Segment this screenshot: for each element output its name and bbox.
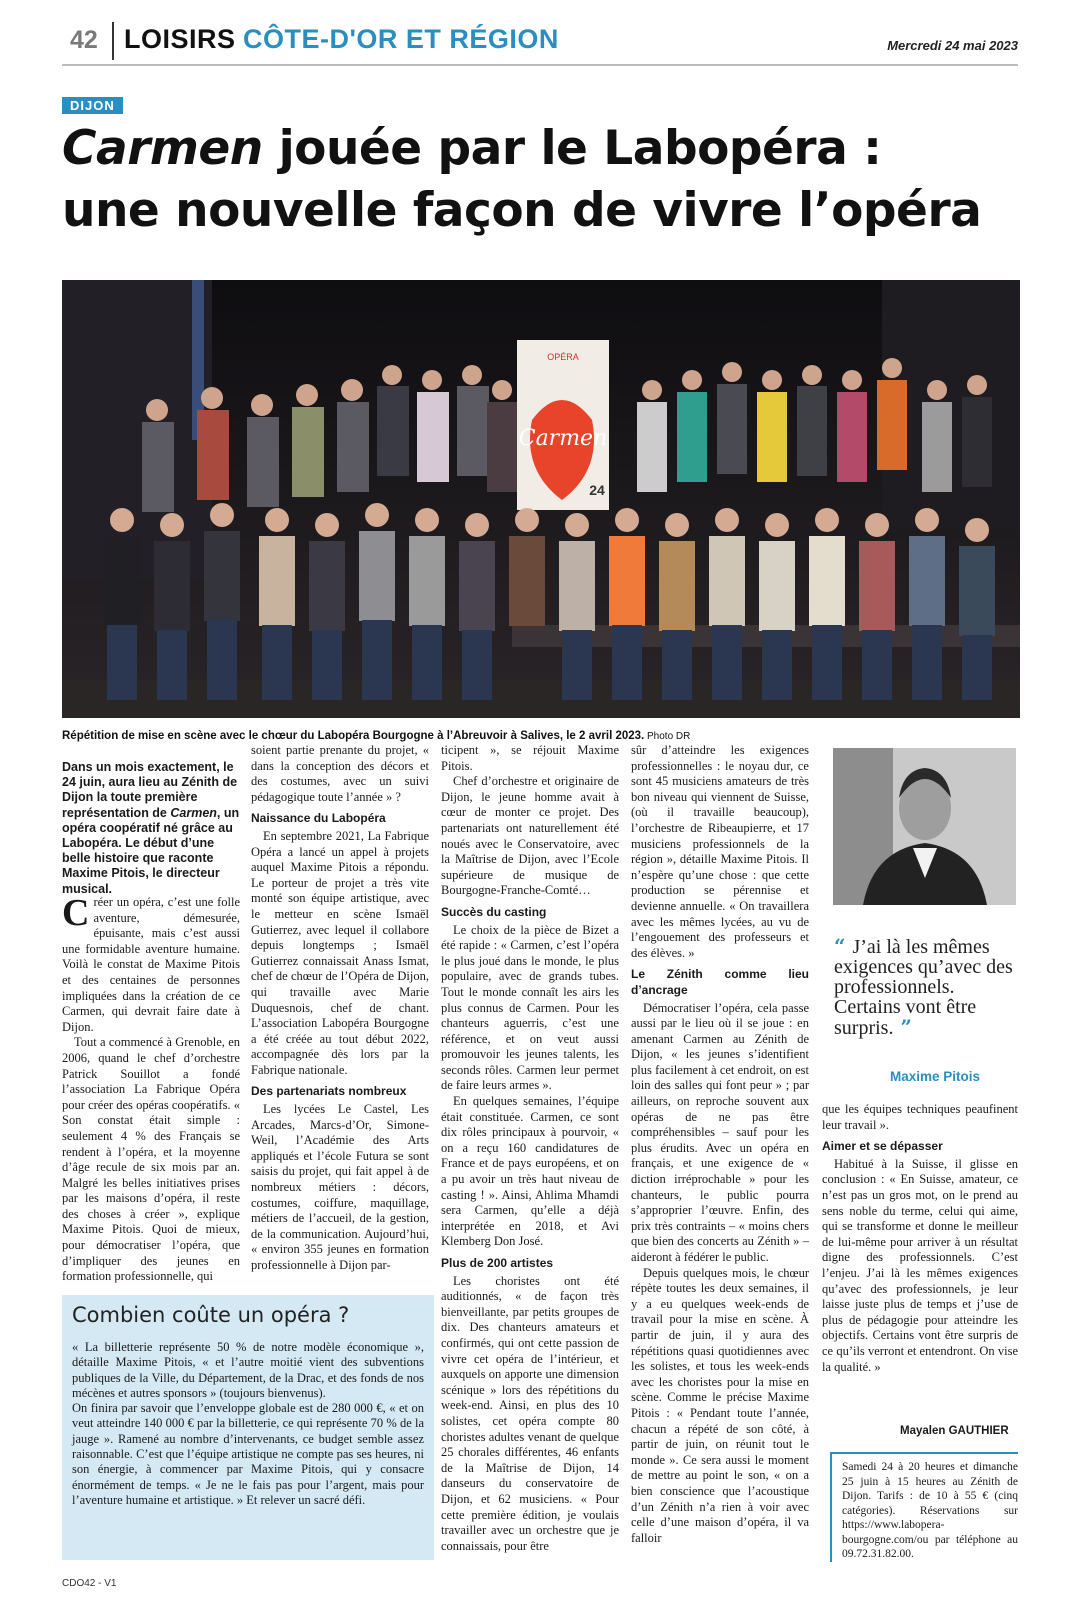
header-rule: [62, 64, 1018, 66]
drop-cap: C: [62, 892, 90, 934]
rubric-region: CÔTE-D'OR ET RÉGION: [243, 24, 559, 54]
col4-heading-1: Le Zénith comme lieu d’ancrage: [631, 967, 809, 997]
banner-number: 24: [589, 482, 605, 498]
cost-box-title: Combien coûte un opéra ?: [72, 1303, 350, 1327]
col1-paragraph: [62, 892, 240, 1035]
author-signature: Mayalen GAUTHIER: [900, 1425, 1009, 1437]
quote-close-icon: ”: [893, 1015, 912, 1039]
caption-text: Répétition de mise en scène avec le chœur du Labopéra Bourgogne à l’Abreuvoir à Salives, le 2 avril 2023.: [62, 730, 645, 742]
col3-p1: ticipent », se réjouit Maxime Pitois.: [441, 743, 619, 773]
col3-p4: En quelques semaines, l’équipe était constituée. Carmen, ce sont dix rôles principaux à pourvoir, « on a reçu 160 candidatures de France et de pays européens, et on a pu avoir un très haut niveau de casting ! ». Ainsi, Ahlima Mhamdi sera Carmen, qu’elle a déjà interprétée en 2018, et Avi Klemberg Don José.: [441, 1094, 619, 1249]
photo-caption: [62, 730, 822, 742]
col5-heading-1: Aimer et se dépasser: [822, 1139, 943, 1154]
cost-box-p1: « La billetterie représente 50 % de notre modèle économique », détaille Maxime Pitois, « et l’autre moitié vient des subventions publiques de la Ville, du Département, de la Drac, et des fonds de nos mécènes et autres sponsors » (toujours bienvenus).: [72, 1340, 424, 1400]
quote-text: J’ai là les mêmes exigences qu’avec des professionnels. Certains vont être surpris.: [834, 936, 1013, 1039]
issue-date: Mercredi 24 mai 2023: [887, 38, 1018, 53]
headline-line2: une nouvelle façon de vivre l’opéra: [62, 183, 982, 238]
location-tag: DIJON: [62, 97, 123, 114]
event-info-box: Samedi 24 à 20 heures et dimanche 25 juin à 15 heures au Zénith de Dijon. Tarifs : de 10 à 55 € (cinq catégories). Réservations sur https://www.labopera-bourgogne.com/ou par téléphone au 09.72.31.82.00.: [830, 1452, 1018, 1562]
quote-author: Maxime Pitois: [890, 1069, 981, 1084]
group-photo-illustration: [62, 280, 1020, 718]
col5-p1: que les équipes techniques peaufinent leur travail ».: [822, 1102, 1018, 1132]
headline-line1: jouée par le Labopéra :: [262, 121, 882, 176]
page-number: 42: [70, 26, 98, 54]
column-5: [822, 1102, 1018, 1375]
headline: [62, 118, 1022, 242]
banner-brand: OPÉRA: [547, 352, 579, 362]
col4-p2: Démocratiser l’opéra, cela passe aussi par le lieu où il se joue : en amenant Carmen au Zénith de Dijon, « les jeunes s’identifient plus facilement à cet endroit, on est loin des salles qui font peur » ; par ailleurs, on reproche souvent aux opéras de ne pas être compréhensibles – sauf pour les plus érudits. Avec un opéra en français, et une exigence de « diction irréprochable » pour les chanteurs, le public pourra s’approprier l’œuvre. Enfin, des prix très contraints – « moins chers que bien des concerts au Zénith » – aideront à fédérer le public.: [631, 1000, 809, 1264]
header-divider: [112, 22, 114, 60]
col2-heading-2: Des partenariats nombreux: [251, 1084, 407, 1099]
cost-box-p2: On finira par savoir que l’enveloppe globale est de 280 000 €, « et on veut atteindre 140 000 € par la billetterie, ce qui représente 70 % de la jauge ». Ramené au nombre d’intervenants, ce budget semble assez raisonnable. C’est que l’équipe artistique ne compte pas ses heures, ni son énergie, à commencer par Maxime Pitois, qui y consacre énormément de temps. « Je ne le fais pas pour l’argent, mais pour l’aventure humaine et artistique. » Et relever un sacré défi.: [72, 1401, 424, 1507]
portrait-illustration: [833, 748, 1016, 905]
column-4: [631, 743, 809, 1546]
photo-credit: Photo DR: [644, 731, 691, 742]
col2-p3: Les lycées Le Castel, Les Arcades, Marcs-d’Or, Simone-Weil, l’Académie des Arts appliqués et l’école Futura se sont saisis du projet, qui fait appel à de nombreux métiers : décors, costumes, coiffure, maquillage, métiers de l’accueil, de la gestion, de la communication. Aujourd’hui, « environ 355 jeunes en formation professionnelle à Dijon par-: [251, 1102, 429, 1272]
headline-italic: Carmen: [62, 121, 263, 176]
chapo-italic: Carmen: [170, 805, 217, 820]
col3-p3: Le choix de la pièce de Bizet a été rapide : « Carmen, c’est l’opéra le plus joué dans le monde, le plus populaire, avec de grands tubes. Tout le monde connaît les airs les plus connus de Carmen. Pour les chanteurs aguerris, c’est une référence, et on veut aussi promouvoir les jeunes talents, les seconds rôles. Carmen leur permet de faire leurs armes ».: [441, 922, 619, 1093]
chapo-part1: Dans un mois exactement, le 24 juin, aura lieu au Zénith de Dijon la toute première représentation de: [62, 760, 238, 820]
chapo-part2: , un opéra coopératif né grâce au Labopéra. Le début d’une belle histoire que raconte Maxime Pitois, le directeur musical.: [62, 805, 240, 896]
col3-p2: Chef d’orchestre et originaire de Dijon, le jeune homme avait à cœur de monter ce projet. Des partenariats ont naturellement été noués avec le Conservatoire, avec la Maîtrise de Dijon, avec l’Ecole supérieure de musique de Bourgogne-Franche-Comté…: [441, 774, 619, 898]
group-photo: [62, 280, 1020, 718]
cost-box-text: [72, 1340, 424, 1508]
col5-p2: Habitué à la Suisse, il glisse en conclusion : « En Suisse, amateur, ce n’est pas un gros mot, on le prend au sens noble du terme, celui qui aime, qui se transforme et donne le meilleur de lui-même pour arriver à un résultat digne des professionnels. C’est l’enjeu. J’ai là les mêmes exigences qu’avec des professionnels, je leur laisse juste plus de temps et j’use de plus de pédagogie pour atteindre les objectifs. Certains vont être surpris de ce qu’ils verront et entendront. On vise la qualité. »: [822, 1156, 1018, 1374]
portrait-photo: [833, 748, 1016, 905]
col2-p2: En septembre 2021, La Fabrique Opéra a lancé un appel à projets auquel Maxime Pitois a répondu. Le porteur de projet a très vite monté son équipe artistique, avec le metteur en scène Ismaël Gutierrez, avec lequel il collabore depuis longtemps ; Ismaël Gutierrez connaissait Anass Ismat, chef de chœur de l’Opéra de Dijon, qui travaille avec Marie Duquesnois, chef de chant. L’association Labopéra Bourgogne a été créée au tout début 2022, accompagnée dès lors par la Fabrique nationale.: [251, 828, 429, 1077]
col1-p1: réer un opéra, c’est une folle aventure, démesurée, épuisante, mais c’est aussi une formidable aventure humaine. Voilà le constat de Maxime Pitois et des centaines de personnes impliquées dans la création de ce Carmen, qui devrait faire date à Dijon.: [62, 895, 240, 1034]
rubric-main: LOISIRS: [124, 24, 236, 54]
quote-open-icon: “: [834, 934, 853, 958]
column-1: [62, 892, 240, 1285]
column-2: [251, 743, 429, 1274]
banner-title: Carmen: [518, 426, 608, 451]
col4-p1: sûr d’atteindre les exigences professionnelles : le noyau dur, ce sont 45 musiciens amateurs de très bon niveau qui viennent de Suisse, (où il travaille beaucoup), l’orchestre de Ribeaupierre, et 17 musiciens professionnels de la région », détaille Maxime Pitois. Il n’espère qu’une chose : que cette production se pérennise et devienne annuelle. « On travaillera avec les mêmes lycées, au vu de l’engouement des professeurs et des élèves. »: [631, 743, 809, 960]
col3-heading-1: Succès du casting: [441, 904, 547, 919]
column-3: [441, 743, 619, 1554]
col3-heading-2: Plus de 200 artistes: [441, 1256, 554, 1270]
col2-p1: soient partie prenante du projet, « dans la conception des décors et des costumes, avec un suivi pédagogique toute l’année » ?: [251, 743, 429, 804]
chapo: [62, 760, 240, 897]
col4-p3: Depuis quelques mois, le chœur répète toutes les deux semaines, il y a eu quelques week-ends de travail pour la mise en scène. À partir de juin, il y aura des répétitions quasi quotidiennes avec les solistes, et tous les week-ends avec les choristes pour la mise en scène. Comme le précise Maxime Pitois : « Pendant toute l’année, chacun a répété de son côté, à partir de juin, on réunit tout le monde ». Ce sera aussi le moment de mettre au point le son, « on a bien conscience que l’acoustique d’un Zénith n’a rien à voir avec celle d’une maison d’opéra, il va falloir: [631, 1265, 809, 1545]
col1-p2: Tout a commencé à Grenoble, en 2006, quand le chef d’orchestre Patrick Souillot a fondé l’association La Fabrique Opéra pour créer des opéras coopératifs. « Son constat était simple : seulement 4 % des Français se rendent à l’opéra, et la moyenne d’âge recule de six mois par an. Malgré les belles initiatives prises par les maisons d’opéra, il reste des choses à créer », explique Maxime Pitois. Quoi de mieux, pour démocratiser l’opéra, que d’impliquer des jeunes en formation professionnelle, qui: [62, 1035, 240, 1284]
pull-quote: [834, 936, 1014, 1038]
col2-heading-1: Naissance du Labopéra: [251, 811, 386, 826]
col3-p5: Les choristes ont été auditionnés, « de façon très bienveillante, par petits groupes de dix. Des chanteurs amateurs et confirmés, qui ont cette passion de vivre cet opéra de l’intérieur, et auxquels on apporte une dimension scénique » lors des répétitions du week-end. Ainsi, en plus des 10 solistes, cet opéra compte 80 choristes adultes venant de quelque 25 chorales différentes, 46 enfants de la Maîtrise de Dijon, 14 danseurs du conservatoire de Dijon, et 62 musiciens. « Pour cette première édition, je voulais travailler avec un orchestre que je connaissais, pour être: [441, 1273, 619, 1553]
page-footer: CDO42 - V1: [62, 1578, 117, 1589]
